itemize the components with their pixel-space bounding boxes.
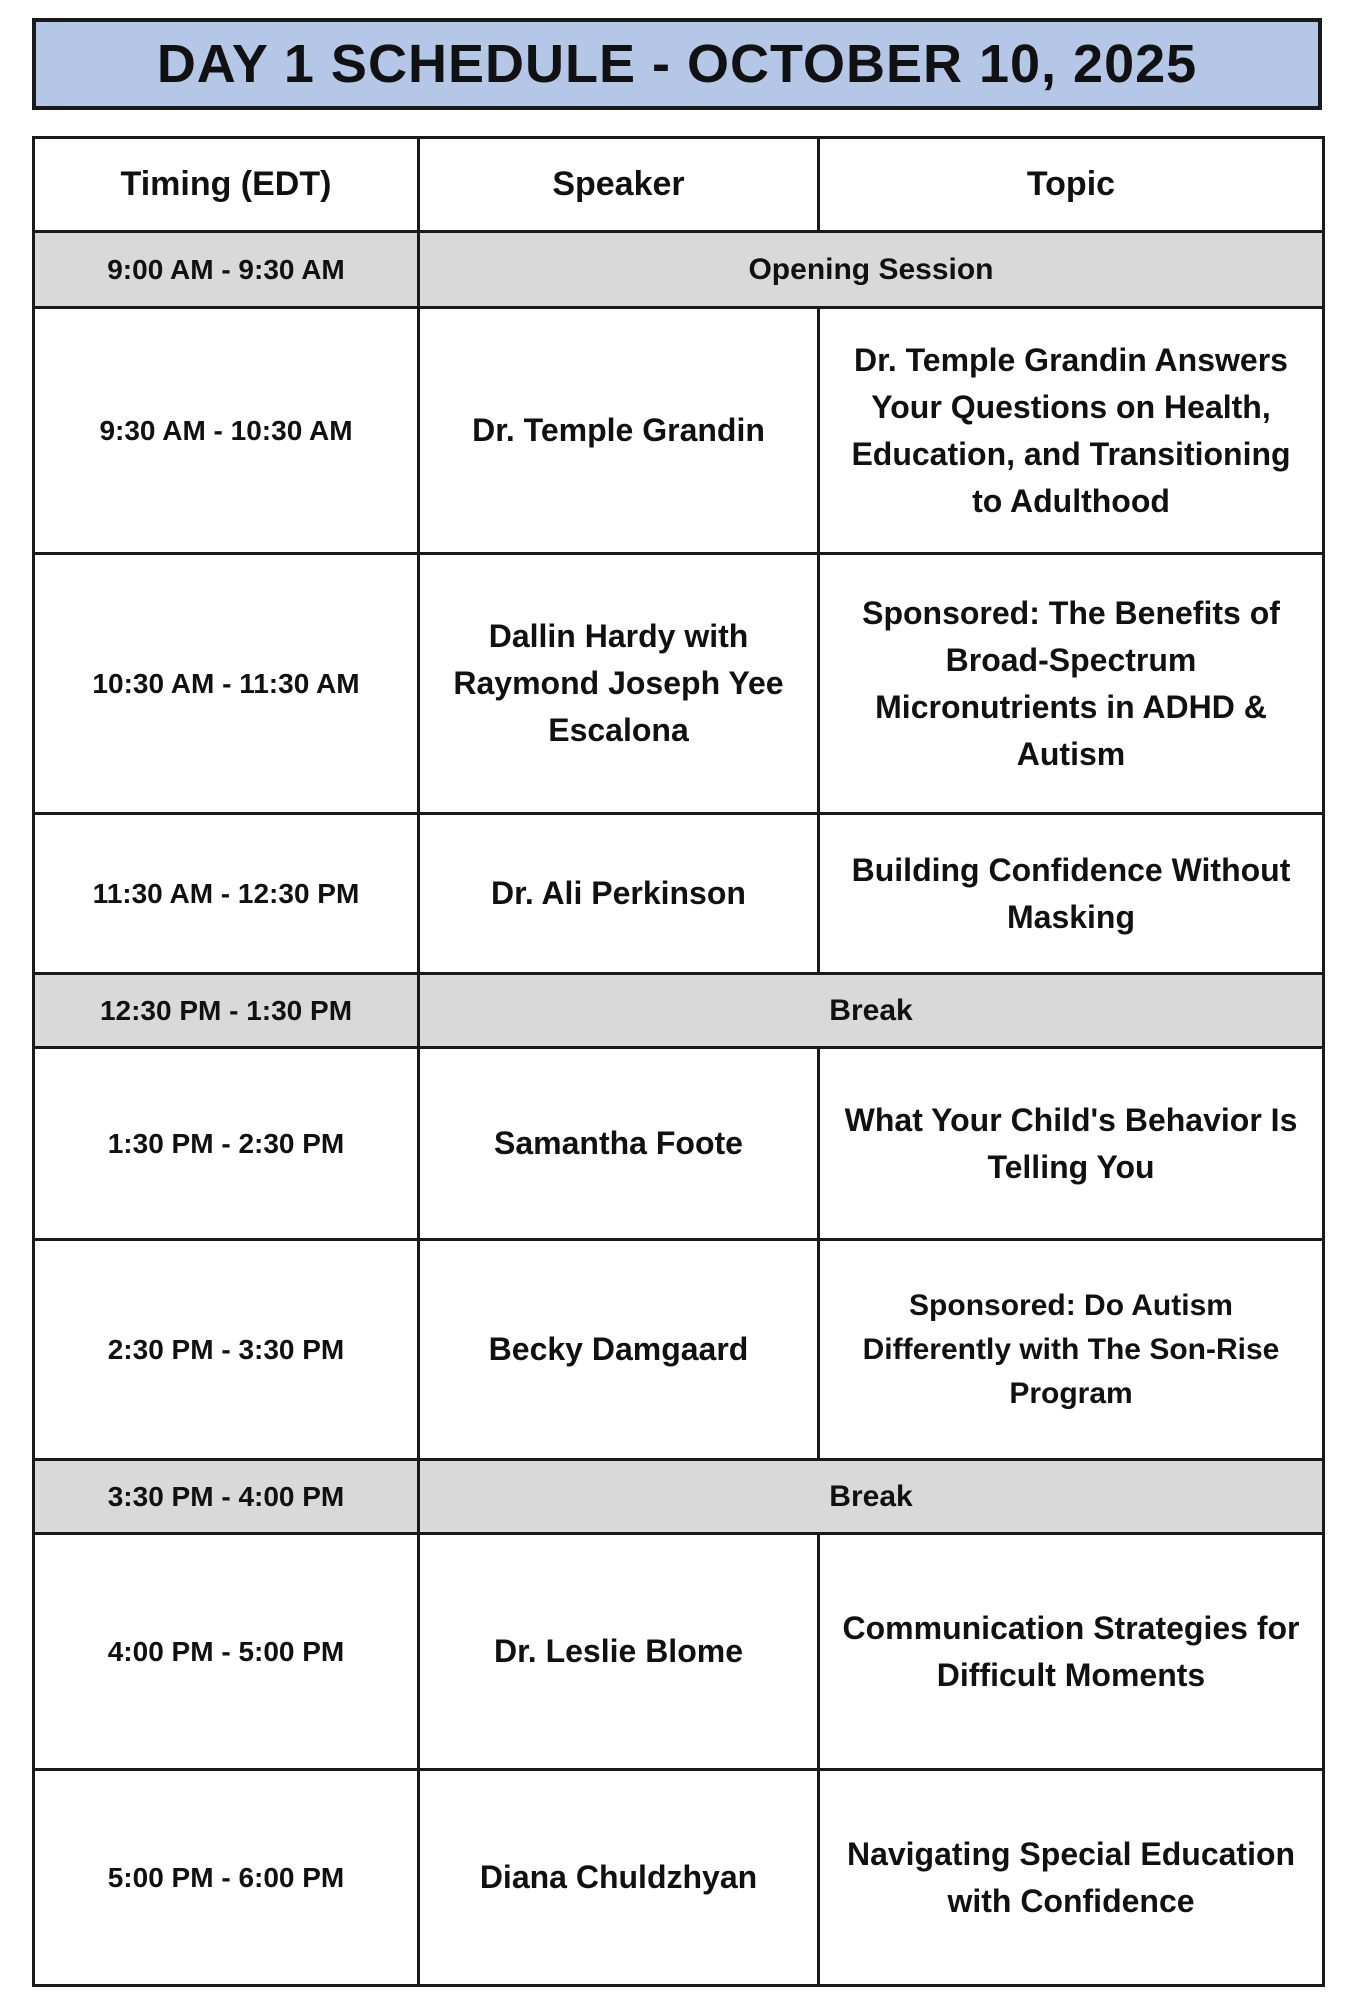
row-break-label: Break bbox=[419, 1460, 1324, 1534]
header-topic: Topic bbox=[819, 138, 1324, 232]
row-time: 12:30 PM - 1:30 PM bbox=[34, 974, 419, 1048]
header-speaker: Speaker bbox=[419, 138, 819, 232]
row-time: 10:30 AM - 11:30 AM bbox=[34, 554, 419, 814]
row-time: 4:00 PM - 5:00 PM bbox=[34, 1534, 419, 1770]
table-row bbox=[34, 1770, 1324, 1986]
row-topic: What Your Child's Behavior Is Telling You bbox=[819, 1048, 1324, 1240]
row-speaker: Dr. Temple Grandin bbox=[419, 308, 819, 554]
row-time: 1:30 PM - 2:30 PM bbox=[34, 1048, 419, 1240]
row-time: 9:30 AM - 10:30 AM bbox=[34, 308, 419, 554]
row-topic: Navigating Special Education with Confidence bbox=[819, 1770, 1324, 1986]
row-speaker: Diana Chuldzhyan bbox=[419, 1770, 819, 1986]
row-speaker: Dallin Hardy with Raymond Joseph Yee Escalona bbox=[419, 554, 819, 814]
row-break-label: Break bbox=[419, 974, 1324, 1048]
page-title: DAY 1 SCHEDULE - OCTOBER 10, 2025 bbox=[156, 34, 1198, 94]
table-row bbox=[34, 308, 1324, 554]
row-time: 5:00 PM - 6:00 PM bbox=[34, 1770, 419, 1986]
table-row-session bbox=[34, 232, 1324, 308]
row-topic: Sponsored: Do Autism Differently with The Son-Rise Program bbox=[819, 1240, 1324, 1460]
row-speaker: Samantha Foote bbox=[419, 1048, 819, 1240]
row-speaker: Becky Damgaard bbox=[419, 1240, 819, 1460]
schedule-table bbox=[32, 136, 1325, 1987]
table-header-row bbox=[34, 138, 1324, 232]
row-topic: Building Confidence Without Masking bbox=[819, 814, 1324, 974]
row-topic: Communication Strategies for Difficult Moments bbox=[819, 1534, 1324, 1770]
table-row-break bbox=[34, 1460, 1324, 1534]
row-speaker: Dr. Ali Perkinson bbox=[419, 814, 819, 974]
row-session-label: Opening Session bbox=[419, 232, 1324, 308]
row-speaker: Dr. Leslie Blome bbox=[419, 1534, 819, 1770]
table-row bbox=[34, 1240, 1324, 1460]
header-timing: Timing (EDT) bbox=[34, 138, 419, 232]
row-topic: Sponsored: The Benefits of Broad-Spectrum Micronutrients in ADHD & Autism bbox=[819, 554, 1324, 814]
row-topic: Dr. Temple Grandin Answers Your Questions on Health, Education, and Transitioning to Adulthood bbox=[819, 308, 1324, 554]
row-time: 3:30 PM - 4:00 PM bbox=[34, 1460, 419, 1534]
row-time: 2:30 PM - 3:30 PM bbox=[34, 1240, 419, 1460]
table-row bbox=[34, 814, 1324, 974]
table-row bbox=[34, 1534, 1324, 1770]
row-time: 11:30 AM - 12:30 PM bbox=[34, 814, 419, 974]
table-row bbox=[34, 554, 1324, 814]
table-row-break bbox=[34, 974, 1324, 1048]
title-banner bbox=[32, 18, 1322, 110]
table-row bbox=[34, 1048, 1324, 1240]
row-time: 9:00 AM - 9:30 AM bbox=[34, 232, 419, 308]
